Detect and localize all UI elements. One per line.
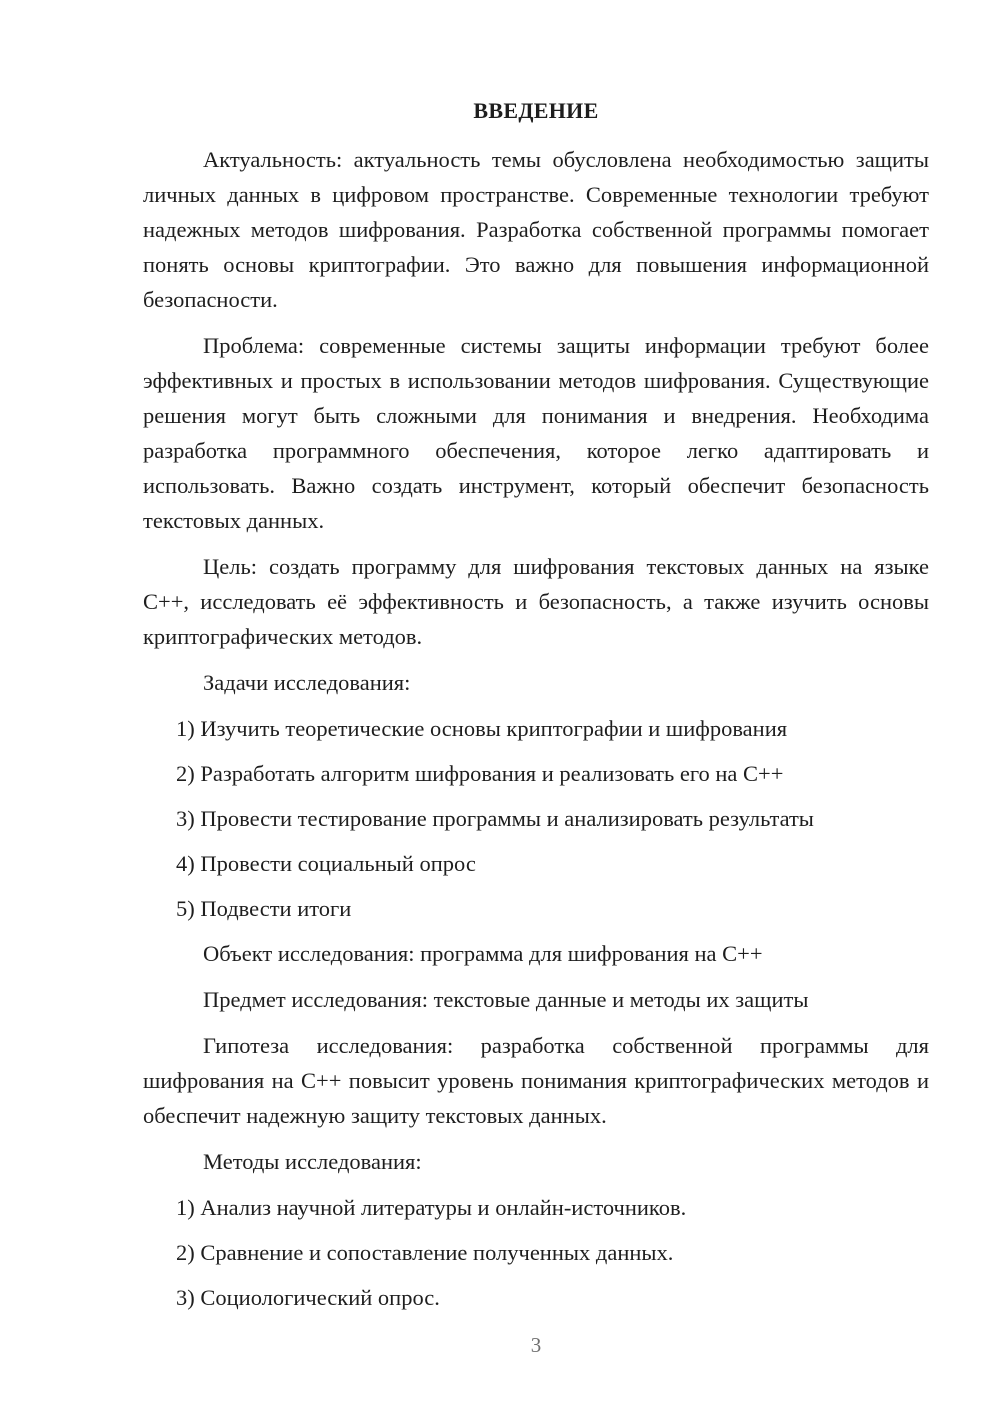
list-item: [143, 756, 929, 791]
list-item: [143, 1280, 929, 1315]
list-item: [143, 846, 929, 881]
problem-paragraph: Проблема: современные системы защиты информации требуют более эффективных и простых в использовании методов шифрования. Существующие решения могут быть сложными для понимания и внедрения. Необходима разработка программного обеспечения, которое легко адаптировать и использовать. Важно создать инструмент, который обеспечит безопасность текстовых данных.: [143, 333, 929, 533]
method-text: Сравнение и сопоставление полученных данных.: [200, 1240, 674, 1265]
object-statement: Объект исследования: программа для шифрования на C++: [203, 941, 763, 966]
task-number: 5): [176, 896, 195, 921]
tasks-list: [143, 711, 929, 926]
task-text: Подвести итоги: [200, 896, 352, 921]
list-item: [143, 891, 929, 926]
goal-paragraph: Цель: создать программу для шифрования текстовых данных на языке C++, исследовать её эффективность и безопасность, а также изучить основы криптографических методов.: [143, 554, 929, 649]
method-number: 3): [176, 1285, 195, 1310]
document-body: [143, 142, 929, 1325]
task-number: 4): [176, 851, 195, 876]
task-text: Провести тестирование программы и анализировать результаты: [200, 806, 814, 831]
page-number: 3: [530, 1333, 542, 1357]
list-item: [143, 711, 929, 746]
tasks-heading: Задачи исследования:: [203, 670, 411, 695]
methods-list: [143, 1190, 929, 1315]
method-text: Социологический опрос.: [200, 1285, 440, 1310]
method-number: 1): [176, 1195, 195, 1220]
task-text: Изучить теоретические основы криптографии и шифрования: [200, 716, 788, 741]
relevance-paragraph: Актуальность: актуальность темы обусловлена необходимостью защиты личных данных в цифровом пространстве. Современные технологии требуют надежных методов шифрования. Разработка собственной программы помогает понять основы криптографии. Это важно для повышения информационной безопасности.: [143, 147, 929, 312]
list-item: [143, 1190, 929, 1225]
task-number: 3): [176, 806, 195, 831]
task-number: 2): [176, 761, 195, 786]
list-item: [143, 1235, 929, 1270]
task-text: Разработать алгоритм шифрования и реализовать его на C++: [200, 761, 784, 786]
method-text: Анализ научной литературы и онлайн-источников.: [200, 1195, 687, 1220]
list-item: [143, 801, 929, 836]
task-number: 1): [176, 716, 195, 741]
page-title: ВВЕДЕНИЕ: [473, 98, 599, 123]
task-text: Провести социальный опрос: [200, 851, 476, 876]
methods-heading: Методы исследования:: [203, 1149, 422, 1174]
subject-statement: Предмет исследования: текстовые данные и методы их защиты: [203, 987, 809, 1012]
method-number: 2): [176, 1240, 195, 1265]
hypothesis-paragraph: Гипотеза исследования: разработка собственной программы для шифрования на C++ повысит уровень понимания криптографических методов и обеспечит надежную защиту текстовых данных.: [143, 1033, 929, 1128]
